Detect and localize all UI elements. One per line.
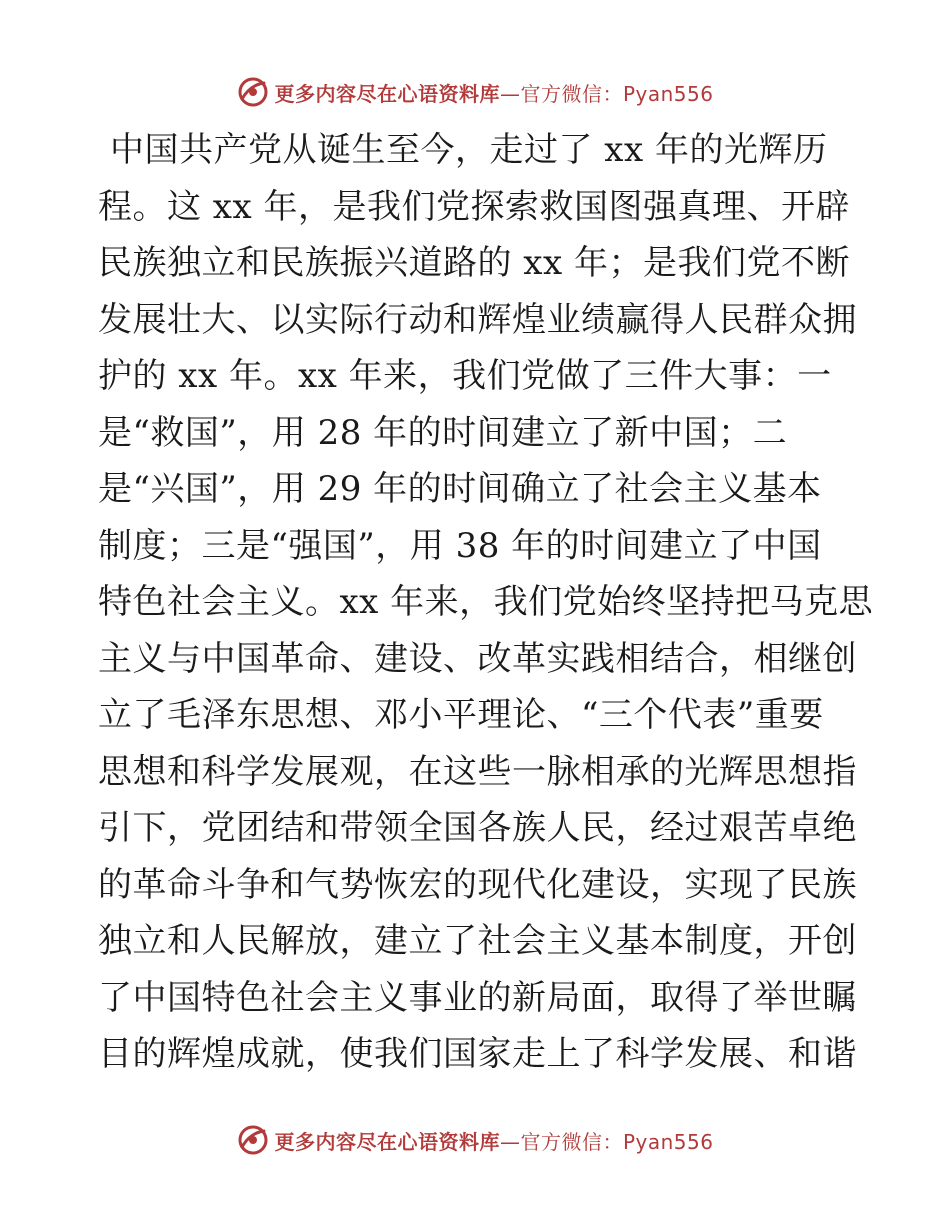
body-line: 思想和科学发展观，在这些一脉相承的光辉思想指 xyxy=(98,751,857,792)
body-line: 立了毛泽东思想、邓小平理论、“三个代表”重要 xyxy=(98,695,824,735)
brand-logo-icon xyxy=(236,1123,270,1157)
brand-logo-icon xyxy=(236,75,270,109)
header-banner xyxy=(0,72,950,112)
body-line: 的革命斗争和气势恢宏的现代化建设，实现了民族 xyxy=(98,864,857,905)
body-line: 是“兴国”，用 29 年的时间确立了社会主义基本 xyxy=(98,469,822,509)
body-line: 目的辉煌成就，使我们国家走上了科学发展、和谐 xyxy=(98,1034,857,1074)
body-line: 护的 xx 年。xx 年来，我们党做了三件大事：一 xyxy=(98,356,832,396)
footer-contact-text: 官方微信：Pyan556 xyxy=(520,1129,714,1154)
footer-banner xyxy=(0,1120,950,1160)
body-line: 制度；三是“强国”，用 38 年的时间建立了中国 xyxy=(98,525,822,566)
body-line: 发展壮大、以实际行动和辉煌业绩赢得人民群众拥 xyxy=(98,299,857,340)
document-body xyxy=(98,122,874,1083)
header-brand-text: 更多内容尽在心语资料库 xyxy=(274,81,500,106)
header-contact-text: 官方微信：Pyan556 xyxy=(520,81,714,106)
body-line: 是“救国”，用 28 年的时间建立了新中国；二 xyxy=(98,412,788,453)
header-separator: — xyxy=(499,81,521,106)
body-line: 中国共产党从诞生至今，走过了 xx 年的光辉历 xyxy=(110,130,828,170)
body-line: 引下，党团结和带领全国各族人民，经过艰苦卓绝 xyxy=(98,808,857,848)
body-line: 主义与中国革命、建设、改革实践相结合，相继创 xyxy=(98,638,857,679)
body-line: 独立和人民解放，建立了社会主义基本制度，开创 xyxy=(98,921,857,961)
body-line: 程。这 xx 年，是我们党探索救国图强真理、开辟 xyxy=(98,186,850,227)
body-line: 特色社会主义。xx 年来，我们党始终坚持把马克思 xyxy=(98,582,874,622)
body-line: 了中国特色社会主义事业的新局面，取得了举世瞩 xyxy=(98,977,857,1018)
body-line: 民族独立和民族振兴道路的 xx 年；是我们党不断 xyxy=(98,243,850,283)
footer-separator: — xyxy=(499,1129,521,1154)
footer-brand-text: 更多内容尽在心语资料库 xyxy=(274,1129,500,1154)
